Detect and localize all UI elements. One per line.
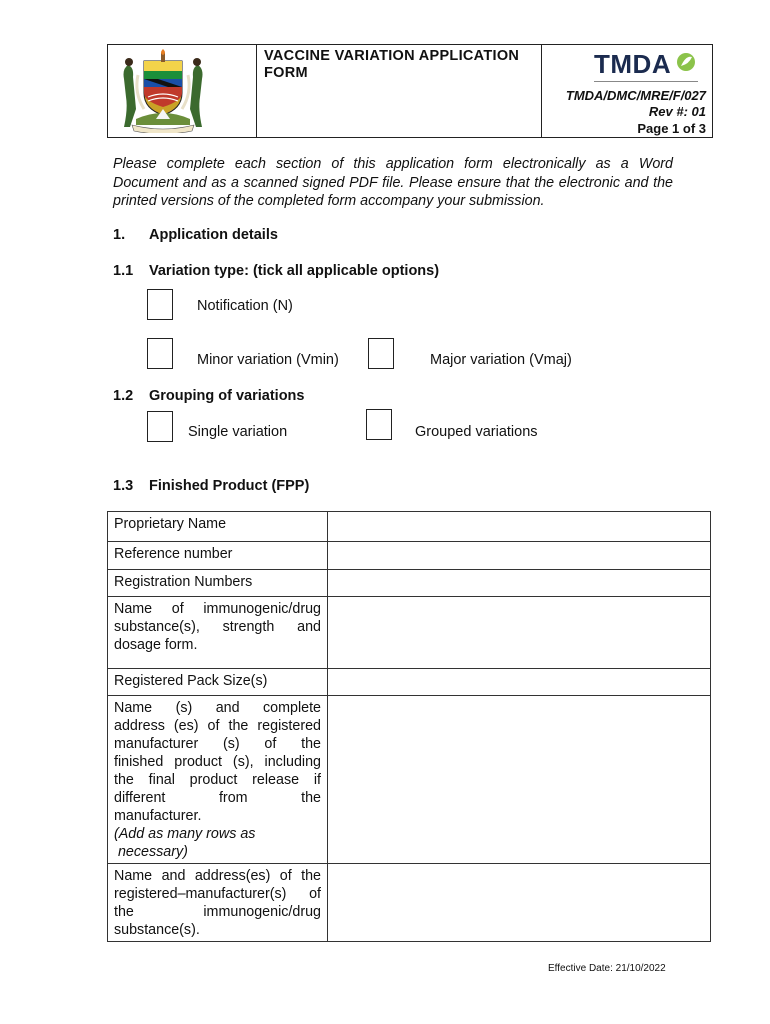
row-label-line: Name of immunogenic/drug [114, 601, 321, 617]
section-1-number: 1. [113, 227, 126, 243]
substance-manufacturer-field[interactable] [328, 864, 711, 942]
substance-strength-field[interactable] [328, 597, 711, 669]
row-label: Registration Numbers [108, 570, 328, 597]
table-row [108, 669, 711, 696]
row-label-line: the final product release if [114, 772, 321, 788]
section-1-2-heading: Grouping of variations [149, 388, 305, 404]
row-label-line: manufacturer. [114, 808, 202, 824]
row-label-line: address (es) of the registered [114, 718, 321, 734]
section-1-1-heading: Variation type: (tick all applicable options) [149, 263, 440, 279]
row-label-line: Name and address(es) of the [114, 868, 321, 884]
row-label: Reference number [108, 542, 328, 570]
section-1-2-number: 1.2 [113, 388, 134, 404]
notification-label: Notification (N) [197, 298, 293, 314]
row-label-line: dosage form. [114, 637, 198, 653]
row-label [108, 597, 328, 669]
table-row [108, 542, 711, 570]
minor-variation-label: Minor variation (Vmin) [197, 352, 339, 368]
registration-numbers-field[interactable] [328, 570, 711, 597]
minor-variation-checkbox[interactable] [147, 338, 173, 369]
row-label-line: substance(s), strength and [114, 619, 321, 635]
pack-size-field[interactable] [328, 669, 711, 696]
row-label-line: manufacturer (s) of the [114, 736, 321, 752]
section-1-3-heading: Finished Product (FPP) [149, 478, 310, 494]
row-label-line: finished product (s), including [114, 754, 321, 770]
document-code: TMDA/DMC/MRE/F/027 [565, 88, 706, 103]
row-label-line: the immunogenic/drug [114, 904, 321, 920]
tmda-logo [594, 49, 671, 80]
row-label-line: substance(s). [114, 922, 200, 938]
header-divider [256, 45, 257, 137]
reference-number-field[interactable] [328, 542, 711, 570]
leaf-icon [676, 51, 696, 73]
row-label-line: different from the [114, 790, 321, 806]
row-note-line: (Add as many rows as [114, 826, 256, 842]
tmda-logo-text: TMDA [594, 49, 672, 79]
grouped-variations-label: Grouped variations [415, 424, 538, 440]
table-row [108, 864, 711, 942]
instructions-paragraph: Please complete each section of this application form electronically as a Word Document and as a scanned signed PDF file. Please ensure that the electronic and the printed versions of the completed form accompany your submission. [113, 156, 673, 209]
form-title-line: VACCINE VARIATION APPLICATION [264, 48, 520, 64]
section-1-heading: Application details [149, 227, 278, 243]
section-1-3-number: 1.3 [113, 478, 134, 494]
proprietary-name-field[interactable] [328, 512, 711, 542]
row-note-line: necessary) [114, 844, 188, 860]
form-title [264, 48, 539, 82]
notification-checkbox[interactable] [147, 289, 173, 320]
table-row [108, 570, 711, 597]
row-label [108, 864, 328, 942]
row-label: Registered Pack Size(s) [108, 669, 328, 696]
row-label [108, 696, 328, 864]
revision-number: Rev #: 01 [648, 104, 706, 119]
logo-tagline-line [594, 81, 698, 82]
document-header [107, 44, 713, 138]
coat-of-arms-emblem [118, 49, 208, 133]
single-variation-label: Single variation [188, 424, 288, 440]
row-label: Proprietary Name [108, 512, 328, 542]
table-row [108, 597, 711, 669]
page-number: Page 1 of 3 [637, 121, 706, 136]
table-row [108, 696, 711, 864]
major-variation-checkbox[interactable] [368, 338, 394, 369]
finished-product-table [107, 511, 711, 942]
major-variation-label: Major variation (Vmaj) [430, 352, 572, 368]
manufacturer-address-field[interactable] [328, 696, 711, 864]
grouped-variations-checkbox[interactable] [366, 409, 392, 440]
single-variation-checkbox[interactable] [147, 411, 173, 442]
row-label-line: registered–manufacturer(s) of [114, 886, 321, 902]
section-1-1-number: 1.1 [113, 263, 134, 279]
table-row [108, 512, 711, 542]
row-label-line: Name (s) and complete [114, 700, 321, 716]
header-divider [541, 45, 542, 137]
effective-date: Effective Date: 21/10/2022 [548, 963, 666, 974]
form-title-line: FORM [264, 65, 308, 81]
